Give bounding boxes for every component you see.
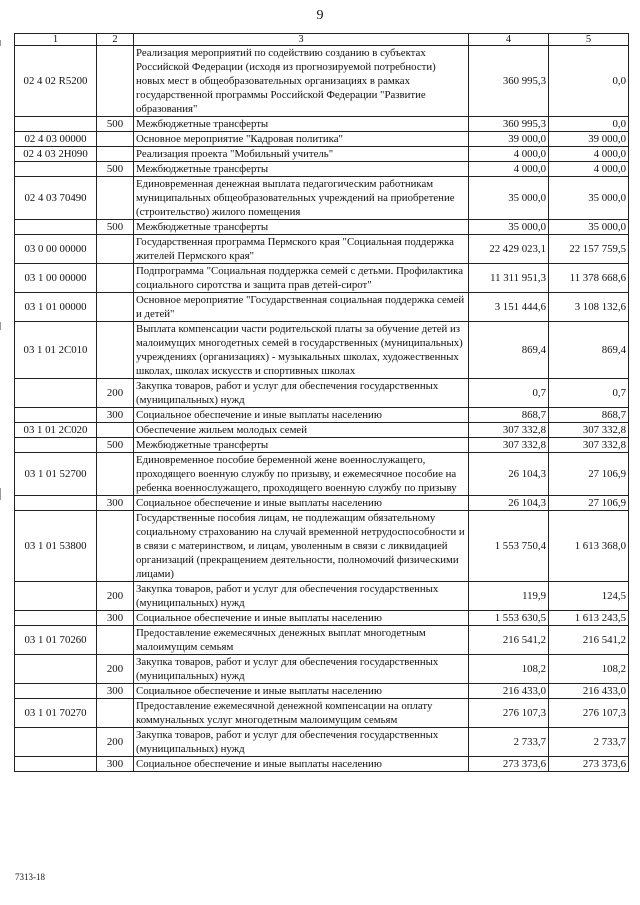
table-row: [15, 235, 629, 264]
page-number: 9: [316, 8, 324, 23]
row-code: [15, 611, 97, 626]
row-name: Реализация мероприятий по содействию созданию в субъектах Российской Федерации (исходя из прогнозируемой потребности) новых мест в общеобразовательных организациях в рамках государственной программы Российской Федерации "Развитие образования": [134, 46, 469, 117]
table-row: [15, 379, 629, 408]
row-name: Государственные пособия лицам, не подлежащим обязательному социальному страхованию на случай временной нетрудоспособности и в связи с материнством, и лицам, уволенным в связи с ликвидацией организаций (прекращением деятельности, полномочий физическими лицами): [134, 511, 469, 582]
table-row: [15, 699, 629, 728]
row-value-col5: 276 107,3: [549, 699, 629, 728]
row-value-col4: 4 000,0: [469, 147, 549, 162]
row-expense-type: 300: [97, 684, 134, 699]
row-code: 03 1 01 52700: [15, 453, 97, 496]
table-row: [15, 117, 629, 132]
row-code: [15, 438, 97, 453]
row-expense-type: [97, 626, 134, 655]
row-expense-type: 500: [97, 438, 134, 453]
row-name: Единовременное пособие беременной жене военнослужащего, проходящего военную службу по призыву, и ежемесячное пособие на ребенка военнослужащего, проходящего военную службу по призыву: [134, 453, 469, 496]
row-value-col4: 1 553 630,5: [469, 611, 549, 626]
row-expense-type: [97, 453, 134, 496]
row-code: [15, 684, 97, 699]
table-row: [15, 684, 629, 699]
table-row: [15, 757, 629, 772]
row-code: 02 4 03 00000: [15, 132, 97, 147]
row-expense-type: 300: [97, 611, 134, 626]
row-code: [15, 117, 97, 132]
row-name: Закупка товаров, работ и услуг для обеспечения государственных (муниципальных) нужд: [134, 379, 469, 408]
header-cell: 2: [97, 34, 134, 46]
table-row: [15, 293, 629, 322]
row-expense-type: 500: [97, 220, 134, 235]
budget-table: [14, 33, 629, 772]
row-name: Социальное обеспечение и иные выплаты населению: [134, 611, 469, 626]
row-expense-type: 200: [97, 582, 134, 611]
row-value-col4: 35 000,0: [469, 220, 549, 235]
row-value-col4: 3 151 444,6: [469, 293, 549, 322]
row-value-col4: 868,7: [469, 408, 549, 423]
row-code: 03 1 01 00000: [15, 293, 97, 322]
row-value-col4: 119,9: [469, 582, 549, 611]
row-name: Предоставление ежемесячных денежных выплат многодетным малоимущим семьям: [134, 626, 469, 655]
row-expense-type: [97, 132, 134, 147]
table-row: [15, 655, 629, 684]
row-expense-type: [97, 511, 134, 582]
row-value-col4: 276 107,3: [469, 699, 549, 728]
row-code: [15, 582, 97, 611]
row-value-col4: 360 995,3: [469, 46, 549, 117]
row-value-col5: 11 378 668,6: [549, 264, 629, 293]
row-expense-type: 200: [97, 655, 134, 684]
header-cell: 4: [469, 34, 549, 46]
row-expense-type: 200: [97, 728, 134, 757]
table-row: [15, 220, 629, 235]
row-name: Социальное обеспечение и иные выплаты населению: [134, 408, 469, 423]
table-row: [15, 728, 629, 757]
table-header-row: [15, 34, 629, 46]
row-value-col4: 26 104,3: [469, 453, 549, 496]
row-expense-type: 500: [97, 117, 134, 132]
row-name: Обеспечение жильем молодых семей: [134, 423, 469, 438]
header-cell: 3: [134, 34, 469, 46]
table-row: [15, 264, 629, 293]
row-name: Предоставление ежемесячной денежной компенсации на оплату коммунальных услуг многодетным малоимущим семьям: [134, 699, 469, 728]
row-value-col4: 4 000,0: [469, 162, 549, 177]
row-value-col5: 35 000,0: [549, 177, 629, 220]
row-expense-type: [97, 264, 134, 293]
row-name: Основное мероприятие "Кадровая политика": [134, 132, 469, 147]
row-name: Социальное обеспечение и иные выплаты населению: [134, 496, 469, 511]
table-row: [15, 147, 629, 162]
row-expense-type: 300: [97, 496, 134, 511]
row-code: 03 1 01 70260: [15, 626, 97, 655]
row-value-col5: 868,7: [549, 408, 629, 423]
row-value-col5: 3 108 132,6: [549, 293, 629, 322]
row-value-col4: 360 995,3: [469, 117, 549, 132]
row-value-col5: 273 373,6: [549, 757, 629, 772]
row-value-col4: 108,2: [469, 655, 549, 684]
row-value-col4: 22 429 023,1: [469, 235, 549, 264]
row-name: Выплата компенсации части родительской платы за обучение детей из малоимущих многодетных семей в государственных (муниципальных) учреждениях (организациях) - музыкальных школах, художественных школах, школах искусств и спортивных школах: [134, 322, 469, 379]
row-code: 03 0 00 00000: [15, 235, 97, 264]
row-value-col5: 307 332,8: [549, 423, 629, 438]
row-value-col5: 1 613 368,0: [549, 511, 629, 582]
row-expense-type: [97, 235, 134, 264]
row-expense-type: [97, 293, 134, 322]
row-value-col4: 11 311 951,3: [469, 264, 549, 293]
row-value-col5: 216 541,2: [549, 626, 629, 655]
row-code: 02 4 02 R5200: [15, 46, 97, 117]
row-name: Закупка товаров, работ и услуг для обеспечения государственных (муниципальных) нужд: [134, 728, 469, 757]
row-value-col5: 869,4: [549, 322, 629, 379]
row-name: Межбюджетные трансферты: [134, 220, 469, 235]
row-code: 03 1 01 53800: [15, 511, 97, 582]
row-value-col5: 108,2: [549, 655, 629, 684]
row-code: [15, 757, 97, 772]
row-value-col4: 35 000,0: [469, 177, 549, 220]
row-name: Единовременная денежная выплата педагогическим работникам муниципальных общеобразовательных учреждений на приобретение (строительство) жилого помещения: [134, 177, 469, 220]
row-expense-type: [97, 699, 134, 728]
table-row: [15, 408, 629, 423]
row-value-col4: 216 433,0: [469, 684, 549, 699]
margin-mark: [0, 40, 4, 46]
row-value-col4: 26 104,3: [469, 496, 549, 511]
row-code: 03 1 01 70270: [15, 699, 97, 728]
row-value-col5: 35 000,0: [549, 220, 629, 235]
row-expense-type: [97, 46, 134, 117]
row-expense-type: 300: [97, 757, 134, 772]
row-code: [15, 496, 97, 511]
row-name: Реализация проекта "Мобильный учитель": [134, 147, 469, 162]
row-code: 02 4 03 2Н090: [15, 147, 97, 162]
row-value-col4: 216 541,2: [469, 626, 549, 655]
row-value-col5: 0,0: [549, 46, 629, 117]
table-row: [15, 162, 629, 177]
document-code: 7313-18: [15, 872, 45, 882]
table-row: [15, 438, 629, 453]
table-row: [15, 46, 629, 117]
row-value-col5: 2 733,7: [549, 728, 629, 757]
row-expense-type: [97, 322, 134, 379]
row-code: 03 1 01 2С020: [15, 423, 97, 438]
margin-mark: [0, 488, 4, 500]
row-code: [15, 379, 97, 408]
row-code: [15, 220, 97, 235]
table-row: [15, 611, 629, 626]
row-value-col5: 0,0: [549, 117, 629, 132]
row-code: 03 1 01 2С010: [15, 322, 97, 379]
row-name: Социальное обеспечение и иные выплаты населению: [134, 757, 469, 772]
row-value-col4: 1 553 750,4: [469, 511, 549, 582]
table-row: [15, 626, 629, 655]
row-code: [15, 655, 97, 684]
row-value-col5: 4 000,0: [549, 147, 629, 162]
row-value-col4: 0,7: [469, 379, 549, 408]
row-name: Закупка товаров, работ и услуг для обеспечения государственных (муниципальных) нужд: [134, 655, 469, 684]
row-name: Межбюджетные трансферты: [134, 162, 469, 177]
row-expense-type: [97, 423, 134, 438]
row-expense-type: [97, 147, 134, 162]
table-row: [15, 453, 629, 496]
table-row: [15, 132, 629, 147]
row-value-col4: 869,4: [469, 322, 549, 379]
row-value-col5: 27 106,9: [549, 496, 629, 511]
row-value-col4: 307 332,8: [469, 438, 549, 453]
row-code: 03 1 00 00000: [15, 264, 97, 293]
table-row: [15, 511, 629, 582]
header-cell: 5: [549, 34, 629, 46]
row-value-col5: 124,5: [549, 582, 629, 611]
row-value-col4: 273 373,6: [469, 757, 549, 772]
row-value-col5: 0,7: [549, 379, 629, 408]
row-code: [15, 728, 97, 757]
margin-mark: [0, 322, 4, 330]
row-value-col5: 1 613 243,5: [549, 611, 629, 626]
header-cell: 1: [15, 34, 97, 46]
table-row: [15, 582, 629, 611]
row-name: Межбюджетные трансферты: [134, 438, 469, 453]
row-name: Межбюджетные трансферты: [134, 117, 469, 132]
row-name: Закупка товаров, работ и услуг для обеспечения государственных (муниципальных) нужд: [134, 582, 469, 611]
table-row: [15, 496, 629, 511]
row-value-col4: 307 332,8: [469, 423, 549, 438]
row-name: Социальное обеспечение и иные выплаты населению: [134, 684, 469, 699]
row-value-col5: 39 000,0: [549, 132, 629, 147]
row-expense-type: 300: [97, 408, 134, 423]
table-row: [15, 177, 629, 220]
row-expense-type: 200: [97, 379, 134, 408]
table-row: [15, 322, 629, 379]
table-row: [15, 423, 629, 438]
row-name: Подпрограмма "Социальная поддержка семей с детьми. Профилактика социального сиротства и защита прав детей-сирот": [134, 264, 469, 293]
row-value-col5: 4 000,0: [549, 162, 629, 177]
row-name: Основное мероприятие "Государственная социальная поддержка семей и детей": [134, 293, 469, 322]
row-value-col4: 39 000,0: [469, 132, 549, 147]
row-code: [15, 408, 97, 423]
row-expense-type: [97, 177, 134, 220]
row-value-col5: 307 332,8: [549, 438, 629, 453]
row-value-col5: 216 433,0: [549, 684, 629, 699]
row-code: 02 4 03 70490: [15, 177, 97, 220]
row-name: Государственная программа Пермского края "Социальная поддержка жителей Пермского края": [134, 235, 469, 264]
row-value-col4: 2 733,7: [469, 728, 549, 757]
row-code: [15, 162, 97, 177]
row-expense-type: 500: [97, 162, 134, 177]
row-value-col5: 27 106,9: [549, 453, 629, 496]
row-value-col5: 22 157 759,5: [549, 235, 629, 264]
